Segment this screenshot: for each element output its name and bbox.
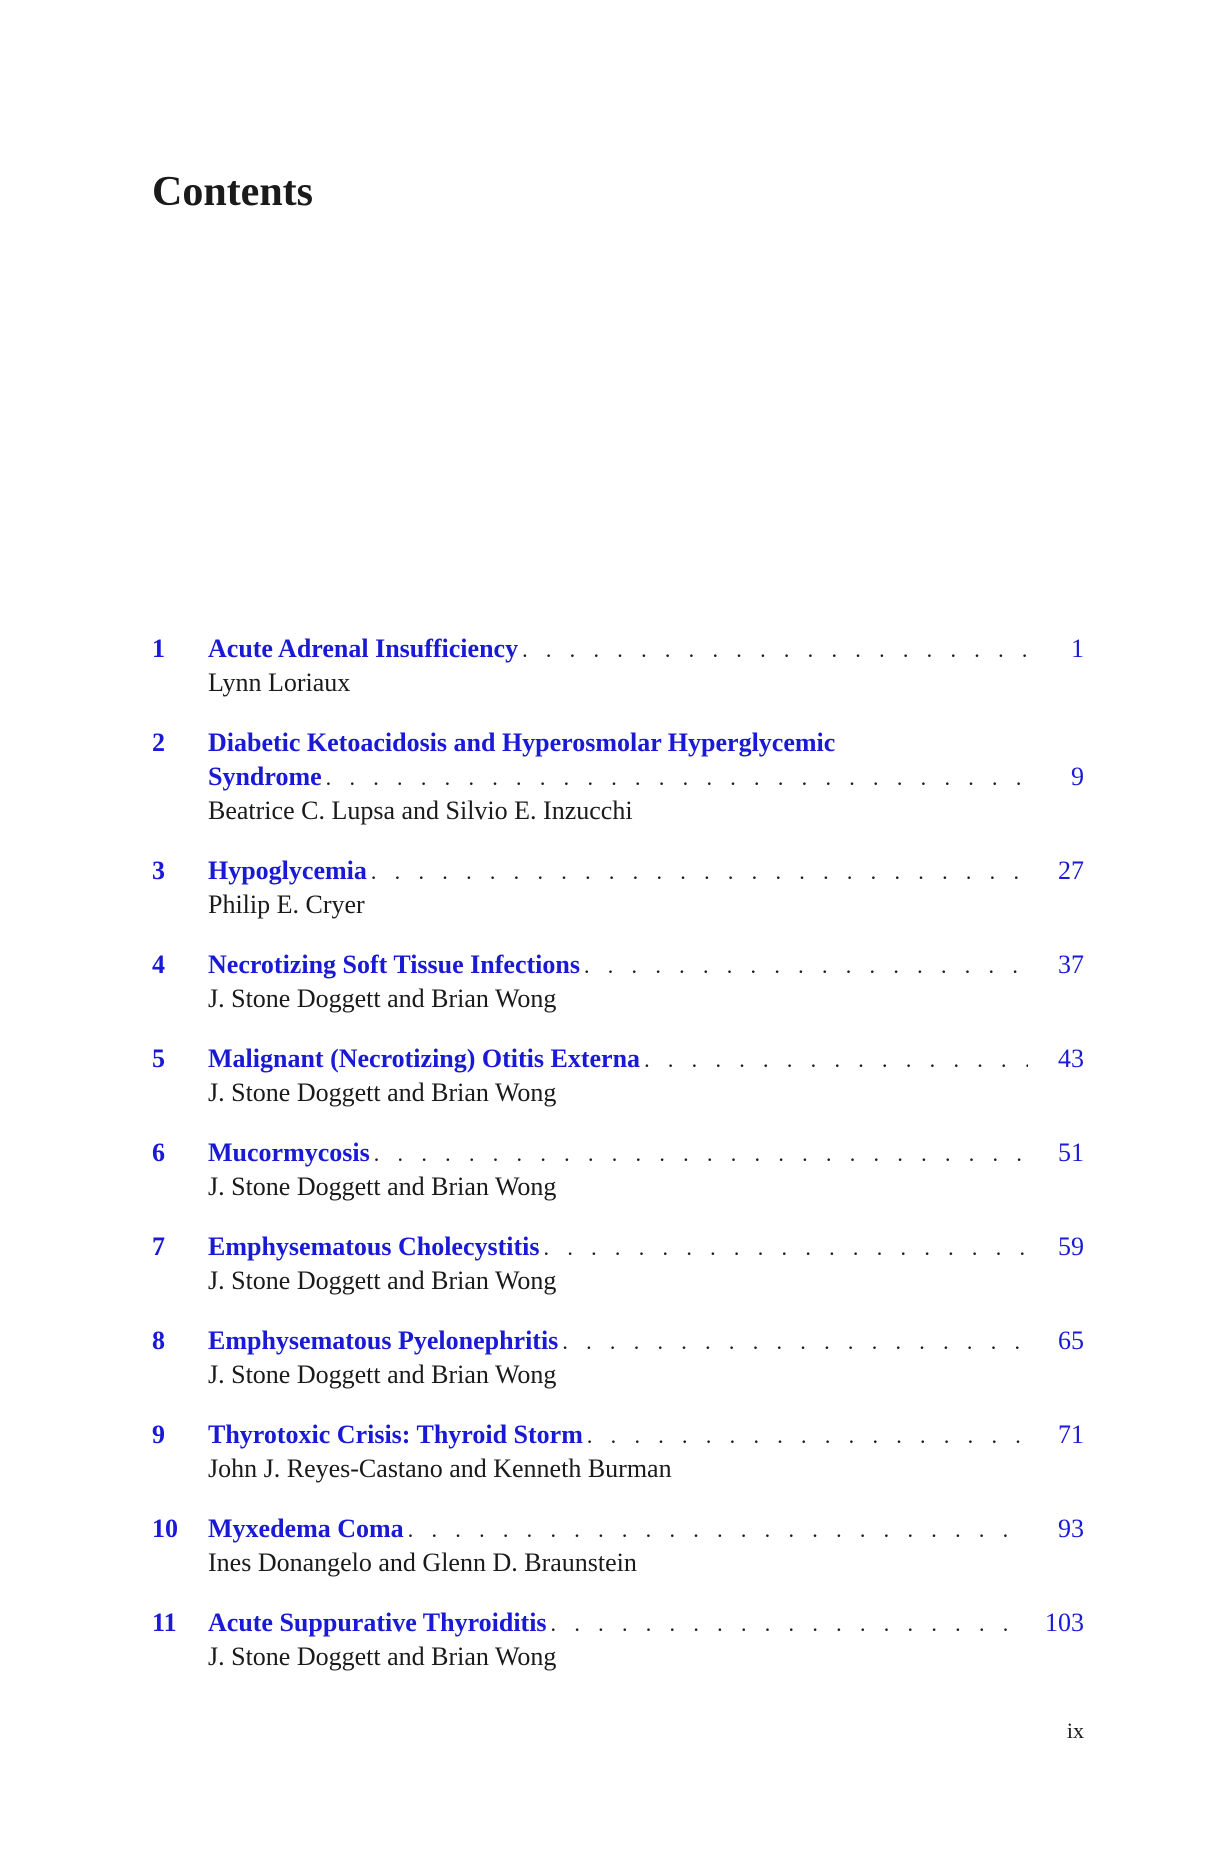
chapter-authors: J. Stone Doggett and Brian Wong bbox=[208, 1078, 557, 1107]
dot-leader bbox=[370, 1137, 1028, 1171]
chapter-authors: J. Stone Doggett and Brian Wong bbox=[208, 1266, 557, 1295]
chapter-title-link[interactable]: Malignant (Necrotizing) Otitis Externa bbox=[208, 1044, 641, 1073]
chapter-title-link[interactable]: Acute Adrenal Insufficiency bbox=[208, 634, 519, 663]
chapter-number[interactable]: 4 bbox=[152, 950, 165, 979]
chapter-number[interactable]: 5 bbox=[152, 1044, 165, 1073]
page-folio: ix bbox=[1066, 1718, 1084, 1743]
toc-entry-10[interactable] bbox=[152, 1512, 1084, 1580]
chapter-authors: Lynn Loriaux bbox=[208, 668, 351, 697]
dot-leader bbox=[518, 633, 1028, 667]
toc-entry-8[interactable] bbox=[152, 1324, 1084, 1392]
dot-leader bbox=[640, 1043, 1028, 1077]
chapter-authors: J. Stone Doggett and Brian Wong bbox=[208, 1172, 557, 1201]
dot-leader bbox=[540, 1231, 1028, 1265]
toc-entry-5[interactable] bbox=[152, 1042, 1084, 1110]
chapter-title-link[interactable]: Emphysematous Cholecystitis bbox=[208, 1232, 540, 1261]
page-number-link[interactable]: 37 bbox=[1058, 950, 1084, 979]
toc-entry-9[interactable] bbox=[152, 1418, 1084, 1486]
toc-entry-11[interactable] bbox=[152, 1606, 1084, 1674]
page-title: Contents bbox=[152, 169, 314, 215]
chapter-number[interactable]: 11 bbox=[152, 1608, 177, 1637]
toc-line bbox=[152, 1418, 1084, 1452]
toc-line bbox=[152, 1042, 1084, 1076]
chapter-title-link-continued[interactable]: Syndrome bbox=[208, 762, 322, 791]
dot-leader bbox=[547, 1607, 1028, 1641]
chapter-authors: J. Stone Doggett and Brian Wong bbox=[208, 1642, 557, 1671]
toc-line bbox=[152, 1606, 1084, 1640]
toc-entry-1[interactable] bbox=[152, 632, 1084, 700]
dot-leader bbox=[322, 761, 1028, 795]
dot-leader bbox=[404, 1513, 1028, 1547]
chapter-number[interactable]: 3 bbox=[152, 856, 165, 885]
page-number-link[interactable]: 43 bbox=[1058, 1044, 1084, 1073]
chapter-authors: Ines Donangelo and Glenn D. Braunstein bbox=[208, 1548, 637, 1577]
chapter-number[interactable]: 1 bbox=[152, 634, 165, 663]
page-number-link[interactable]: 93 bbox=[1058, 1514, 1084, 1543]
toc-line bbox=[152, 1324, 1084, 1358]
page-number-link[interactable]: 59 bbox=[1058, 1232, 1084, 1261]
page-number-link[interactable]: 103 bbox=[1045, 1608, 1084, 1637]
chapter-title-link[interactable]: Acute Suppurative Thyroiditis bbox=[208, 1608, 547, 1637]
chapter-authors: J. Stone Doggett and Brian Wong bbox=[208, 984, 557, 1013]
toc-line bbox=[152, 948, 1084, 982]
chapter-number[interactable]: 7 bbox=[152, 1232, 165, 1261]
chapter-authors: J. Stone Doggett and Brian Wong bbox=[208, 1360, 557, 1389]
page-number-link[interactable]: 71 bbox=[1058, 1420, 1084, 1449]
chapter-title-link[interactable]: Thyrotoxic Crisis: Thyroid Storm bbox=[208, 1420, 583, 1449]
page-number-link[interactable]: 65 bbox=[1058, 1326, 1084, 1355]
table-of-contents bbox=[152, 632, 1084, 1700]
chapter-title-link[interactable]: Necrotizing Soft Tissue Infections bbox=[208, 950, 580, 979]
chapter-authors: John J. Reyes-Castano and Kenneth Burman bbox=[208, 1454, 672, 1483]
toc-entry-4[interactable] bbox=[152, 948, 1084, 1016]
toc-line bbox=[152, 854, 1084, 888]
toc-entry-6[interactable] bbox=[152, 1136, 1084, 1204]
chapter-number[interactable]: 2 bbox=[152, 728, 165, 757]
chapter-title-link[interactable]: Mucormycosis bbox=[208, 1138, 370, 1167]
chapter-number[interactable]: 8 bbox=[152, 1326, 165, 1355]
chapter-title-link[interactable]: Myxedema Coma bbox=[208, 1514, 404, 1543]
chapter-number[interactable]: 10 bbox=[152, 1514, 178, 1543]
toc-line bbox=[152, 1230, 1084, 1264]
page-number-link[interactable]: 27 bbox=[1058, 856, 1084, 885]
dot-leader bbox=[583, 1419, 1028, 1453]
toc-line bbox=[152, 1136, 1084, 1170]
dot-leader bbox=[580, 949, 1028, 983]
toc-line bbox=[152, 632, 1084, 666]
chapter-title-link[interactable]: Emphysematous Pyelonephritis bbox=[208, 1326, 559, 1355]
toc-entry-3[interactable] bbox=[152, 854, 1084, 922]
toc-entry-2[interactable] bbox=[152, 726, 1084, 828]
page-number-link[interactable]: 1 bbox=[1071, 634, 1084, 663]
toc-line bbox=[152, 1512, 1084, 1546]
chapter-authors: Beatrice C. Lupsa and Silvio E. Inzucchi bbox=[208, 796, 633, 825]
chapter-authors: Philip E. Cryer bbox=[208, 890, 365, 919]
chapter-title-link[interactable]: Hypoglycemia bbox=[208, 856, 367, 885]
chapter-number[interactable]: 6 bbox=[152, 1138, 165, 1167]
dot-leader bbox=[558, 1325, 1028, 1359]
toc-entry-7[interactable] bbox=[152, 1230, 1084, 1298]
page-number-link[interactable]: 51 bbox=[1058, 1138, 1084, 1167]
chapter-title-link[interactable]: Diabetic Ketoacidosis and Hyperosmolar Hyperglycemic bbox=[208, 728, 836, 757]
toc-line bbox=[152, 760, 1084, 794]
dot-leader bbox=[367, 855, 1028, 889]
page-number-link[interactable]: 9 bbox=[1071, 762, 1084, 791]
toc-line bbox=[152, 726, 1084, 760]
chapter-number[interactable]: 9 bbox=[152, 1420, 165, 1449]
